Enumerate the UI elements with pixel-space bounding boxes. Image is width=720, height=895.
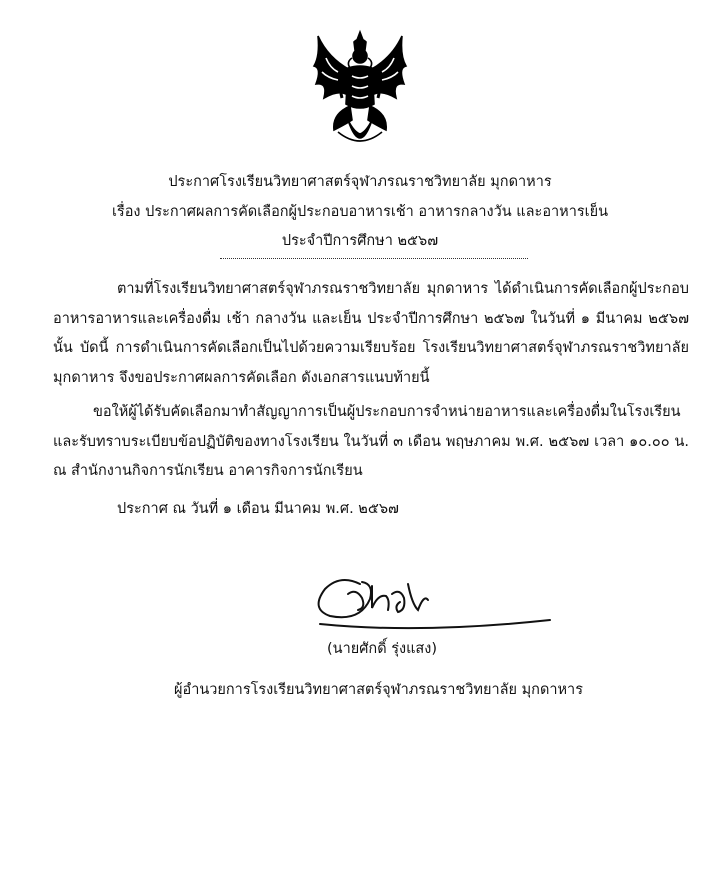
dotted-divider — [220, 258, 528, 259]
paragraph-2-text: ขอให้ผู้ได้รับคัดเลือกมาทำสัญญาการเป็นผู้ประกอบการจำหน่ายอาหารและเครื่องดื่มในโรงเรียน และรับทราบระเบียบข้อปฏิบัติของทางโรงเรียน ในวันที่ ๓ เดือน พฤษภาคม พ.ศ. ๒๕๖๗ เวลา ๑๐.๐๐ น. ณ สำนักงานกิจการนักเรียน อาคารกิจการนักเรียน — [53, 404, 689, 479]
paragraph-1 — [53, 275, 689, 393]
signer-position: ผู้อำนวยการโรงเรียนวิทยาศาสตร์จุฬาภรณราชวิทยาลัย มุกดาหาร — [174, 682, 583, 698]
document-title-line1: ประกาศโรงเรียนวิทยาศาสตร์จุฬาภรณราชวิทยาลัย มุกดาหาร — [168, 174, 552, 190]
paragraph-1-text: ตามที่โรงเรียนวิทยาศาสตร์จุฬาภรณราชวิทยาลัย มุกดาหาร ได้ดำเนินการคัดเลือกผู้ประกอบอาหารอาหารและเครื่องดื่ม เช้า กลางวัน และเย็น ประจำปีการศึกษา ๒๕๖๗ ในวันที่ ๑ มีนาคม ๒๕๖๗ นั้น บัดนี้ การดำเนินการคัดเลือกเป็นไปด้วยความเรียบร้อย โรงเรียนวิทยาศาสตร์จุฬาภรณราชวิทยาลัย มุกดาหาร จึงขอประกาศผลการคัดเลือก ดังเอกสารแนบท้ายนี้ — [53, 281, 689, 386]
signer-name: (นายศักดิ์ รุ่งแสง) — [327, 641, 438, 657]
garuda-emblem-icon — [308, 28, 412, 156]
paragraph-2 — [53, 398, 689, 487]
document-subject: เรื่อง ประกาศผลการคัดเลือกผู้ประกอบอาหารเช้า อาหารกลางวัน และอาหารเย็น — [111, 204, 609, 220]
signature-icon — [300, 564, 560, 644]
announce-date: ประกาศ ณ วันที่ ๑ เดือน มีนาคม พ.ศ. ๒๕๖๗ — [117, 501, 399, 517]
academic-year: ประจำปีการศึกษา ๒๕๖๗ — [281, 233, 439, 249]
